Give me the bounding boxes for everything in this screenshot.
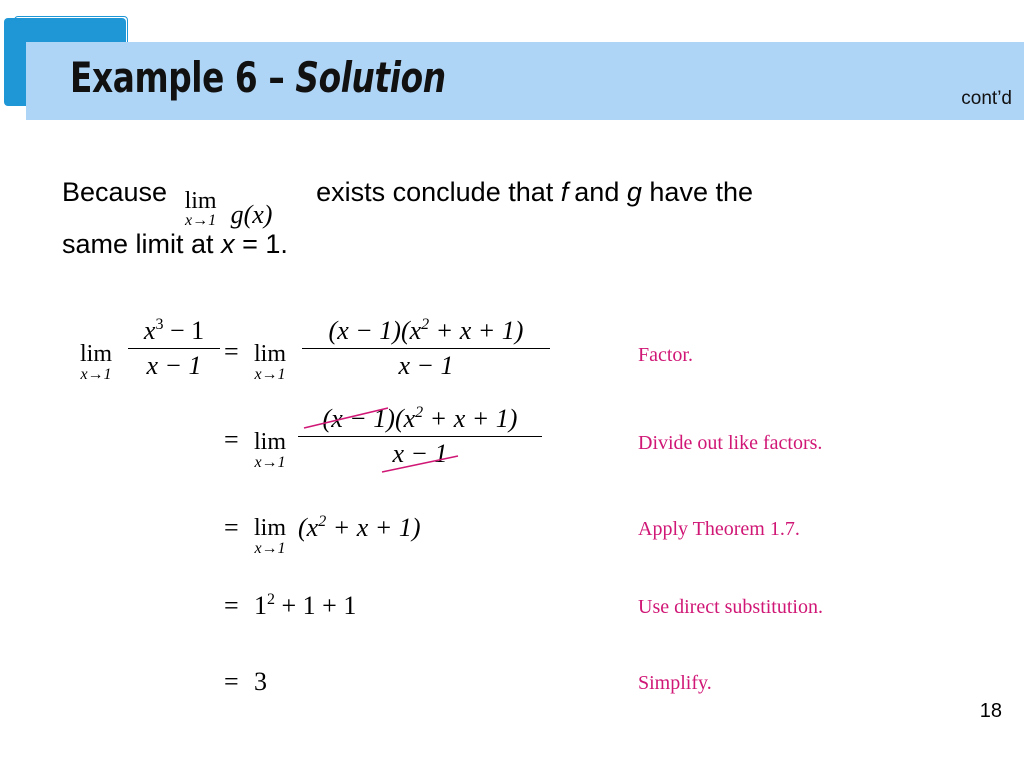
step3-expr: [298, 514, 421, 542]
intro-eq-val: = 1.: [242, 229, 288, 259]
step1-fraction-left: [128, 316, 220, 381]
intro-and: and: [574, 177, 620, 207]
step4-eq: =: [224, 591, 239, 620]
intro-text-because: Because: [62, 177, 168, 207]
den-text: x − 1: [146, 351, 202, 380]
step1-eq: =: [224, 337, 239, 366]
fraction-bar: [302, 348, 550, 349]
lim-sub: x→1: [254, 540, 286, 557]
step5-eq: =: [224, 667, 239, 696]
intro-text-same: same limit at: [62, 229, 214, 259]
intro-x: x: [221, 229, 235, 259]
step1-den: [128, 351, 220, 381]
page-number: 18: [979, 700, 1002, 722]
step1-lim-right: [254, 342, 286, 384]
cancel-strike-numerator: [304, 408, 388, 428]
note-factor: Factor.: [638, 344, 693, 366]
note-divide: Divide out like factors.: [638, 432, 823, 454]
step2-lim: [254, 430, 286, 472]
note-simplify: Simplify.: [638, 672, 712, 694]
factored-b: + x + 1): [423, 404, 518, 433]
intro-g: g: [626, 177, 642, 207]
note-theorem: Apply Theorem 1.7.: [638, 518, 800, 540]
step2-den: x − 1: [392, 439, 448, 468]
inline-lim-expr: g(x): [230, 200, 273, 229]
lim-word: lim: [254, 429, 287, 455]
inline-lim-sub: x→1: [185, 212, 217, 229]
exp-2: 2: [318, 513, 327, 530]
step4-expr: [254, 592, 356, 620]
title-main: Example 6 –: [70, 53, 296, 102]
title-italic: Solution: [295, 53, 446, 102]
step1-fraction-right: [302, 316, 550, 381]
continued-label: cont’d: [961, 88, 1012, 109]
step3-eq: =: [224, 513, 239, 542]
factored-b: + x + 1): [429, 316, 524, 345]
lim-sub: x→1: [80, 366, 112, 383]
step5-result: 3: [254, 667, 267, 696]
lim-word: lim: [254, 515, 287, 541]
lim-word: lim: [80, 341, 113, 367]
step2-eq: =: [224, 425, 239, 454]
factored-a: (x − 1)(x: [328, 316, 422, 345]
step1-num: [128, 316, 220, 346]
step3-a: (x: [298, 513, 319, 542]
lim-sub: x→1: [254, 366, 286, 383]
exp-2: 2: [415, 404, 424, 421]
exp-2: 2: [267, 591, 275, 608]
step3-lim: [254, 516, 286, 558]
step4-a: 1: [254, 591, 267, 620]
step1-lim-left: [80, 342, 112, 384]
intro-f: f: [560, 177, 569, 207]
inline-lim-word: lim: [184, 188, 217, 214]
lim-word: lim: [254, 341, 287, 367]
lim-sub: x→1: [254, 454, 286, 471]
minus-one: − 1: [169, 316, 205, 345]
cancel-strikes: [290, 400, 470, 490]
note-substitution: Use direct substitution.: [638, 596, 823, 618]
var-x: x: [143, 316, 156, 345]
step1-factored-den: x − 1: [398, 351, 454, 380]
step1-factored-num: [302, 316, 550, 346]
intro-text-exists: exists conclude that: [316, 177, 554, 207]
intro-text-have: have the: [649, 177, 753, 207]
fraction-bar: [128, 348, 220, 349]
factored-a: (x − 1)(x: [322, 404, 416, 433]
cancel-strike-denominator: [382, 456, 458, 472]
step4-b: + 1 + 1: [275, 591, 357, 620]
exp-3: 3: [155, 316, 164, 333]
step3-b: + x + 1): [326, 513, 421, 542]
exp-2: 2: [421, 316, 430, 333]
